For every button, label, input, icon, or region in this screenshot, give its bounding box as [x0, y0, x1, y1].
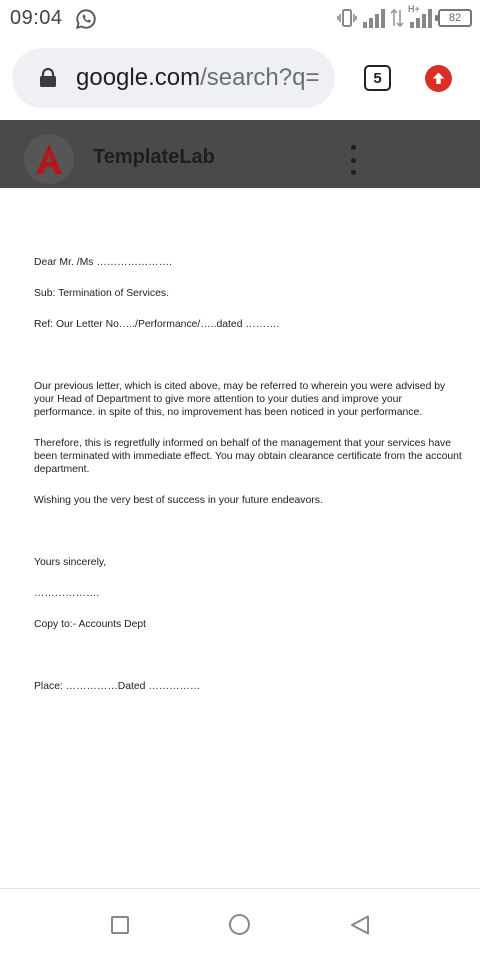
site-logo[interactable] [24, 134, 74, 184]
address-bar[interactable] [12, 48, 335, 108]
site-title[interactable]: TemplateLab [93, 146, 215, 168]
battery-level: 82 [448, 12, 462, 24]
status-time: 09:04 [10, 7, 63, 29]
recents-icon[interactable] [111, 916, 129, 934]
letter-place-dated: Place: ……………Dated …………… [34, 681, 201, 692]
data-arrows-icon [390, 7, 404, 29]
network-type-label: H+ [408, 4, 420, 14]
site-header [0, 120, 480, 188]
url-path: /search?q= [200, 64, 320, 91]
tab-count: 5 [373, 69, 382, 87]
update-button[interactable] [425, 65, 452, 92]
signal-icon-2 [408, 7, 434, 29]
home-icon[interactable] [229, 914, 250, 935]
letter-subject: Sub: Termination of Services. [34, 288, 169, 299]
whatsapp-icon [75, 8, 97, 30]
letter-paragraph-1: Our previous letter, which is cited above, may be referred to wherein you were advised by your Head of Department to give more attention to your duties and improve your performance. in spite of this, no improvement has been noticed in your performance. [34, 381, 446, 418]
system-nav-bar [0, 888, 480, 961]
letter-sign-off: Yours sincerely, [34, 557, 107, 568]
url-text[interactable] [76, 64, 326, 92]
templatelab-logo-icon [32, 142, 66, 176]
letter-salutation: Dear Mr. /Ms …………………. [34, 257, 172, 268]
status-bar [0, 0, 480, 36]
vibrate-icon [336, 7, 358, 29]
lock-icon[interactable] [39, 68, 57, 88]
url-host: google.com [76, 64, 201, 91]
status-icons [336, 6, 472, 30]
battery-icon [438, 9, 472, 27]
mobile-signal [408, 4, 434, 29]
signal-icon [362, 7, 386, 29]
update-icon [431, 71, 446, 86]
tab-switcher-button[interactable] [364, 65, 391, 91]
browser-toolbar [0, 36, 480, 120]
back-icon[interactable] [349, 914, 371, 936]
more-vert-icon[interactable] [348, 145, 358, 175]
letter-signature-line: ………………. [34, 588, 100, 599]
letter-paragraph-2: Therefore, this is regretfully informed on behalf of the management that your services have been terminated with immediate effect. You may obtain clearance certificate from the account department. [34, 438, 462, 475]
letter-closing-wish: Wishing you the very best of success in your future endeavors. [34, 495, 323, 506]
letter-copy-to: Copy to:- Accounts Dept [34, 619, 147, 630]
letter-reference: Ref: Our Letter No…../Performance/…..dated ………. [34, 319, 280, 330]
